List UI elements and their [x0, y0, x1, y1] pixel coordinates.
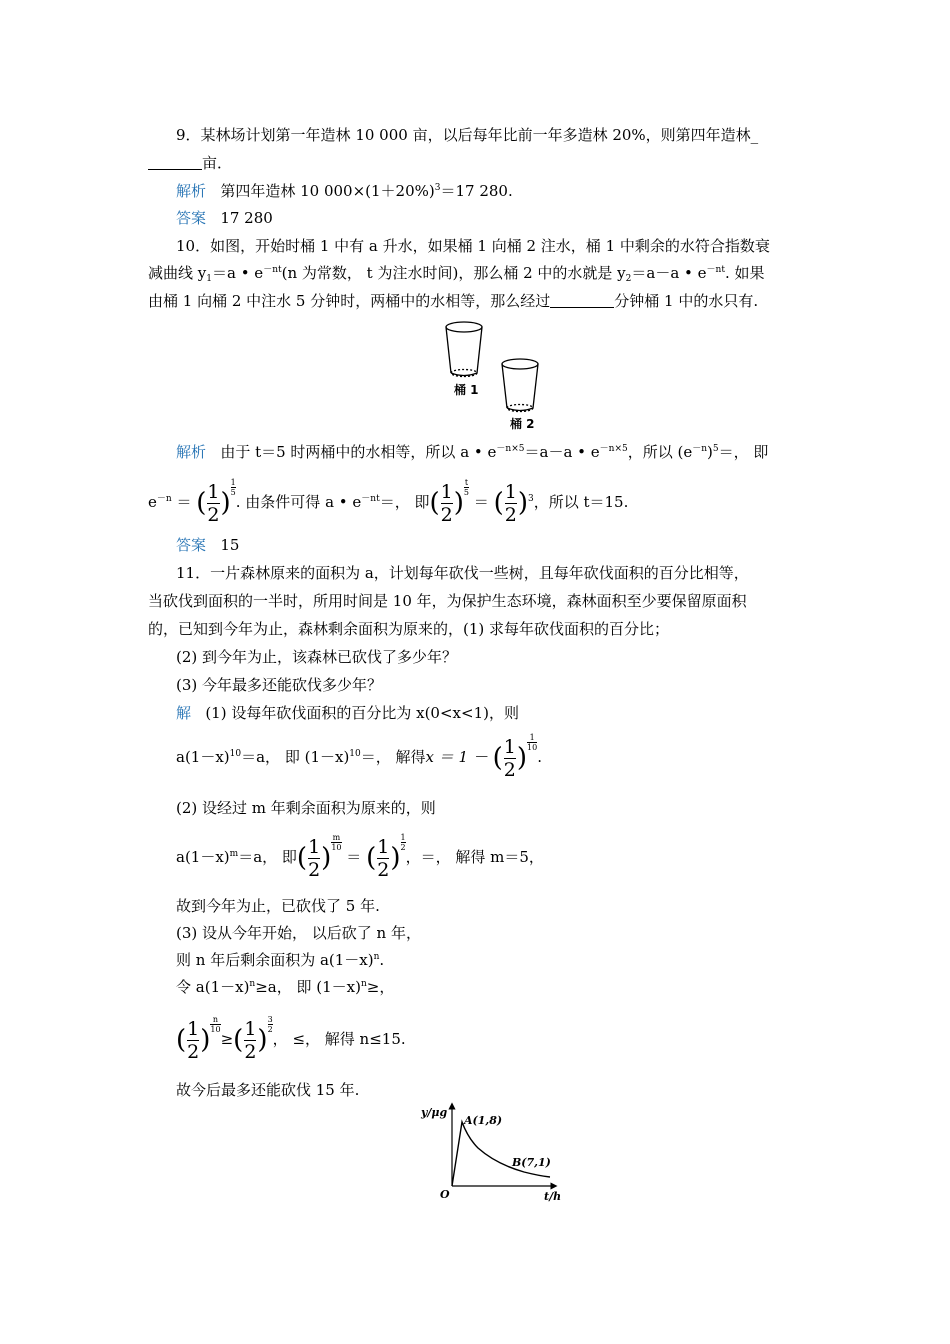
q9-answer: 答案 17 280 — [176, 209, 273, 227]
bucket-1 — [446, 322, 482, 377]
q10-answer: 答案 15 — [176, 536, 240, 554]
concentration-curve — [452, 1122, 550, 1186]
q11-line1: 11．一片森林原来的面积为 a，计划每年砍伐一些树，且每年砍伐面积的百分比相等， — [176, 564, 749, 582]
origin-label: O — [440, 1188, 450, 1201]
answer-label-2: 答案 — [176, 536, 207, 554]
q9-line1: 9．某林场计划第一年造林 10 000 亩，以后每年比前一年多造林 20%，则第四年造林_ — [176, 126, 759, 144]
q11-line5: (3) 今年最多还能砍伐多少年？ — [176, 676, 383, 694]
q11-solution-5: 故到今年为止，已砍伐了 5 年. — [176, 897, 380, 915]
bucket-figure — [430, 318, 550, 434]
fraction-half: $\frac{1}{2}$ — [207, 480, 220, 526]
q9-analysis: 解析 第四年造林 10 $000\times(1+20\%)^3=17$ 280. — [176, 182, 513, 200]
q9-blank — [148, 155, 202, 170]
x-axis-label: t/h — [544, 1190, 562, 1203]
y-axis-label: y/μg — [421, 1106, 448, 1119]
q11-line3: 的，已知到今年为止，森林剩余面积为原来的，(1) 求每年砍伐面积的百分比； — [148, 620, 670, 638]
point-b-label: B(7,1) — [512, 1156, 551, 1169]
concentration-graph — [416, 1100, 576, 1206]
q11-solution-2: $a(1-x)^{10}=a$， 即 $(1-x)^{10}=$， 解得x ＝ 1 － ( $\frac{1}{2}$ ) $\frac{1}{10}$ . — [176, 733, 542, 781]
point-a-label: A(1,8) — [464, 1114, 503, 1127]
answer-label: 答案 — [176, 209, 207, 227]
q11-solution-6: (3) 设从今年开始， 以后砍了 n 年， — [176, 924, 421, 942]
q10-analysis-line1: 解析 由于 t＝5 时两桶中的水相等，所以 a • $e^{-n\times 5}=a-a$ • $e^{-n\times 5}$，所以 $(e^{-n})^5=$， 即 — [176, 443, 769, 461]
q11-solution-7: 则 n 年后剩余面积为 $a(1-x)^n$. — [176, 951, 385, 969]
bucket-2-label: 桶 2 — [510, 417, 535, 431]
q10-line3: 由桶 1 向桶 2 中注水 5 分钟时，两桶中的水相等，那么经过 分钟桶 1 中的水只有. — [148, 292, 759, 310]
q9-line2: 亩． — [148, 153, 232, 173]
q11-solution-8: 令 $a(1-x)^n\ge a$， 即 $(1-x)^n\ge$， — [176, 978, 395, 996]
analysis-label-2: 解析 — [176, 443, 207, 461]
q11-solution-9: ( $\frac{1}{2}$ ) $\frac{n}{10}$ ≥( $\frac{1}{2}$ ) $\frac{3}{2}$ ， ≤， 解得 n≤15. — [176, 1015, 406, 1063]
q10-analysis-line2: $e^{-n}$ ＝ ( $\frac{1}{2}$ ) $\frac{1}{5}$ . 由条件可得 a • $e^{-nt}=$， 即( $\frac{1}{2}$ ) $\frac{t}{5}$ ＝ ( $\frac{1}{2}$ )$^3$，所以 t＝15. — [148, 478, 629, 526]
q11-line4: (2) 到今年为止，该森林已砍伐了多少年？ — [176, 648, 458, 666]
q11-solution-3: (2) 设经过 m 年剩余面积为原来的，则 — [176, 799, 436, 817]
q11-solution-10: 故今后最多还能砍伐 15 年. — [176, 1081, 360, 1099]
bucket-2 — [502, 359, 538, 412]
analysis-label: 解析 — [176, 182, 207, 200]
bucket-1-label: 桶 1 — [454, 383, 479, 397]
q11-solution-4: $a(1-x)^m=a$， 即( $\frac{1}{2}$ ) $\frac{m}{10}$ ＝ ( $\frac{1}{2}$ ) $\frac{1}{2}$ ，＝， 解得 m＝5， — [176, 833, 544, 881]
q10-blank — [550, 293, 614, 308]
q11-line2: 当砍伐到面积的一半时，所用时间是 10 年，为保护生态环境，森林面积至少要保留原面积 — [148, 592, 747, 610]
solution-label: 解 — [176, 704, 192, 722]
q10-line1: 10．如图，开始时桶 1 中有 a 升水，如果桶 1 向桶 2 注水，桶 1 中剩余的水符合指数衰 — [176, 237, 770, 255]
q10-line2: 减曲线 $y_1=a$ • $e^{-nt}(n$ 为常数， t 为注水时间)，那么桶 2 中的水就是 $y_2=a-a$ • $e^{-nt}$. 如果 — [148, 264, 765, 284]
q11-solution-1: 解 (1) 设每年砍伐面积的百分比为 x(0<x<1)，则 — [176, 704, 519, 722]
